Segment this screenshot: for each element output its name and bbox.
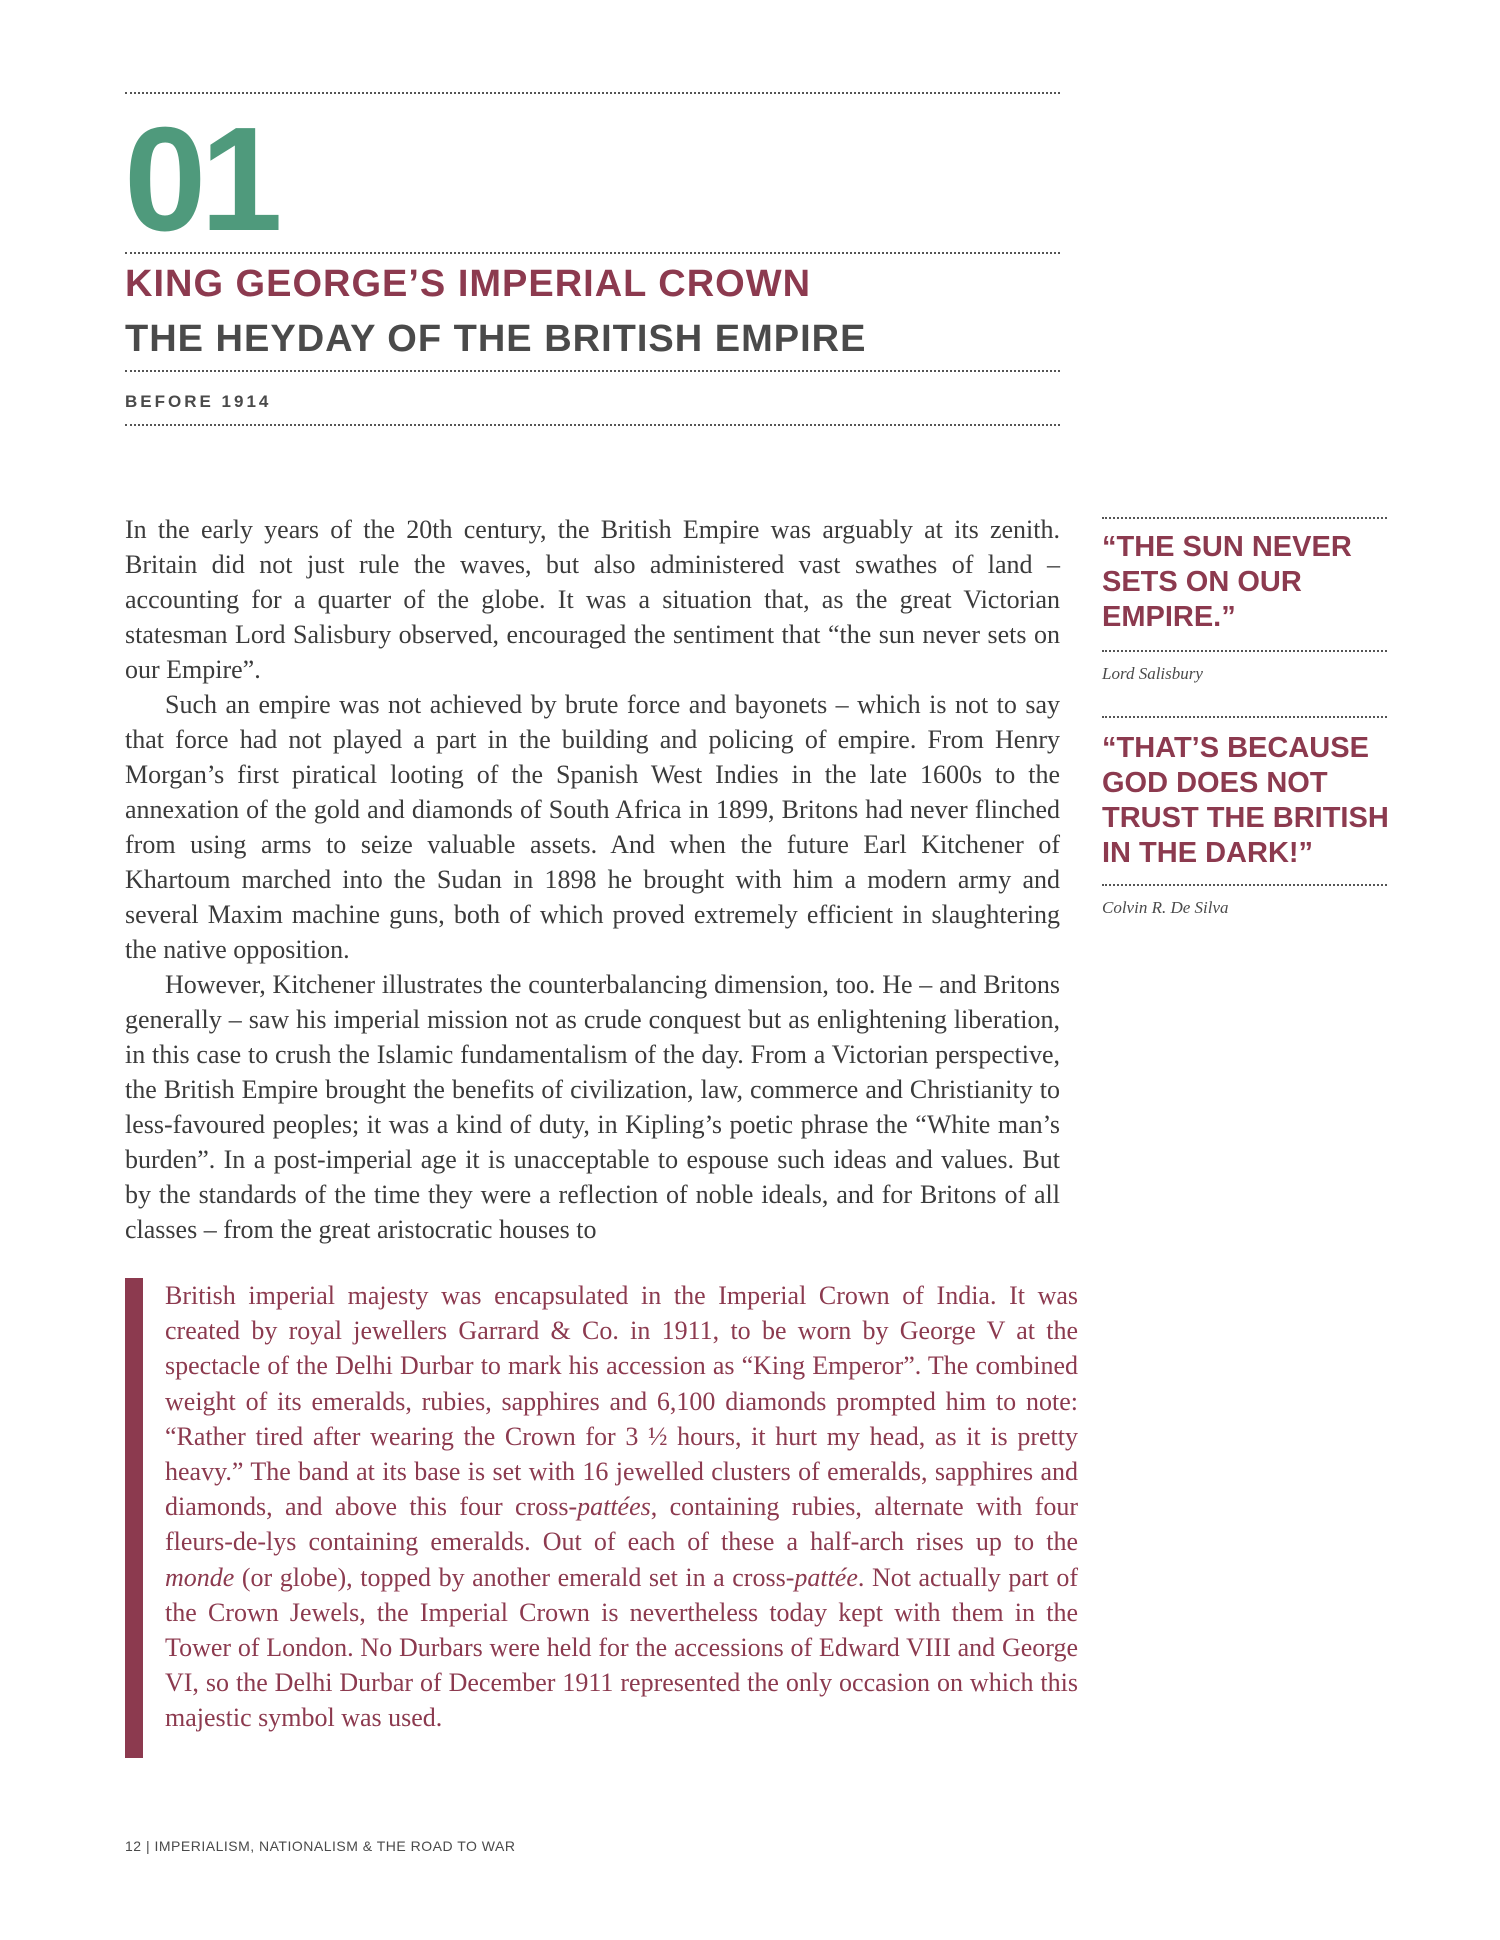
date-label: BEFORE 1914 (125, 392, 272, 411)
title-divider (125, 252, 1060, 254)
page-footer (125, 1838, 515, 1854)
feature-text-segment: . Not actually part of the Crown Jewels, the Imperial Crown is nevertheless today kept with them in the Tower of London. No Durbars were held for the accessions of Edward VIII and George VI, so the Delhi Durbar of December 1911 represented the only occasion on which this majestic symbol was used. (165, 1562, 1078, 1733)
feature-text-segment: , containing rubies, alternate with four fleurs-de-lys containing emeralds. Out of each of these a half-arch rises up to the (165, 1492, 1078, 1557)
feature-text-italic: pattées (577, 1492, 651, 1522)
feature-text-italic: monde (165, 1562, 235, 1592)
body-paragraph: In the early years of the 20th century, the British Empire was arguably at its zenith. Britain did not just rule the waves, but also administered vast swathes of land – accounting for a quarter of the globe. It was a situation that, as the great Victorian statesman Lord Salisbury observed, encouraged the sentiment that “the sun never sets on our Empire”. (125, 515, 1060, 684)
subtitle-divider (125, 370, 1060, 372)
body-paragraph: Such an empire was not achieved by brute force and bayonets – which is not to say that force had not played a part in the building and policing of empire. From Henry Morgan’s first piratical looting of the Spanish West Indies in the late 1600s to the annexation of the gold and diamonds of South Africa in 1899, Britons had never flinched from using arms to seize valuable assets. And when the future Earl Kitchener of Khartoum marched into the Sudan in 1898 he brought with him a modern army and several Maxim machine guns, both of which proved extremely efficient in slaughtering the native opposition. (125, 690, 1060, 964)
feature-text (143, 1278, 1078, 1736)
section-title: IMPERIALISM, NATIONALISM & THE ROAD TO WAR (154, 1838, 516, 1854)
pull-quote: “THE SUN NEVER SETS ON OUR EMPIRE.” (1102, 531, 1352, 633)
feature-box (125, 1278, 1078, 1758)
page-number: 12 (125, 1838, 142, 1854)
pull-quote: “THAT’S BECAUSE GOD DOES NOT TRUST THE BRITISH IN THE DARK!” (1102, 732, 1389, 869)
quote-attribution: Colvin R. De Silva (1102, 898, 1229, 917)
quote-divider (1102, 716, 1387, 718)
top-divider (125, 92, 1060, 94)
feature-text-segment: British imperial majesty was encapsulated in the Imperial Crown of India. It was created by royal jewellers Garrard & Co. in 1911, to be worn by George V at the spectacle of the Delhi Durbar to mark his accession as “King Emperor”. The combined weight of its emeralds, rubies, sapphires and 6,100 diamonds prompted him to note: “Rather tired after wearing the Crown for 3 ½ hours, it hurt my head, as it is pretty heavy.” The band at its base is set with 16 jewelled clusters of emeralds, sapphires and diamonds, and above this four cross- (165, 1281, 1078, 1522)
feature-text-segment: (or globe), topped by another emerald set in a cross- (234, 1562, 795, 1592)
chapter-subtitle: THE HEYDAY OF THE BRITISH EMPIRE (125, 318, 867, 360)
footer-separator: | (145, 1838, 151, 1854)
body-text (125, 512, 1060, 1247)
quote-divider (1102, 517, 1387, 519)
body-paragraph: However, Kitchener illustrates the counterbalancing dimension, too. He – and Britons generally – saw his imperial mission not as crude conquest but as enlightening liberation, in this case to crush the Islamic fundamentalism of the day. From a Victorian perspective, the British Empire brought the benefits of civilization, law, commerce and Christianity to less-favoured peoples; it was a kind of duty, in Kipling’s poetic phrase the “White man’s burden”. In a post-imperial age it is unacceptable to espouse such ideas and values. But by the standards of the time they were a reflection of noble ideals, and for Britons of all classes – from the great aristocratic houses to (125, 970, 1060, 1244)
chapter-title: KING GEORGE’S IMPERIAL CROWN (125, 263, 812, 305)
feature-text-italic: pattée (794, 1562, 858, 1592)
quote-attribution: Lord Salisbury (1102, 664, 1203, 683)
quote-divider (1102, 650, 1387, 652)
chapter-number: 01 (124, 97, 277, 262)
date-divider (125, 424, 1060, 426)
quote-divider (1102, 884, 1387, 886)
